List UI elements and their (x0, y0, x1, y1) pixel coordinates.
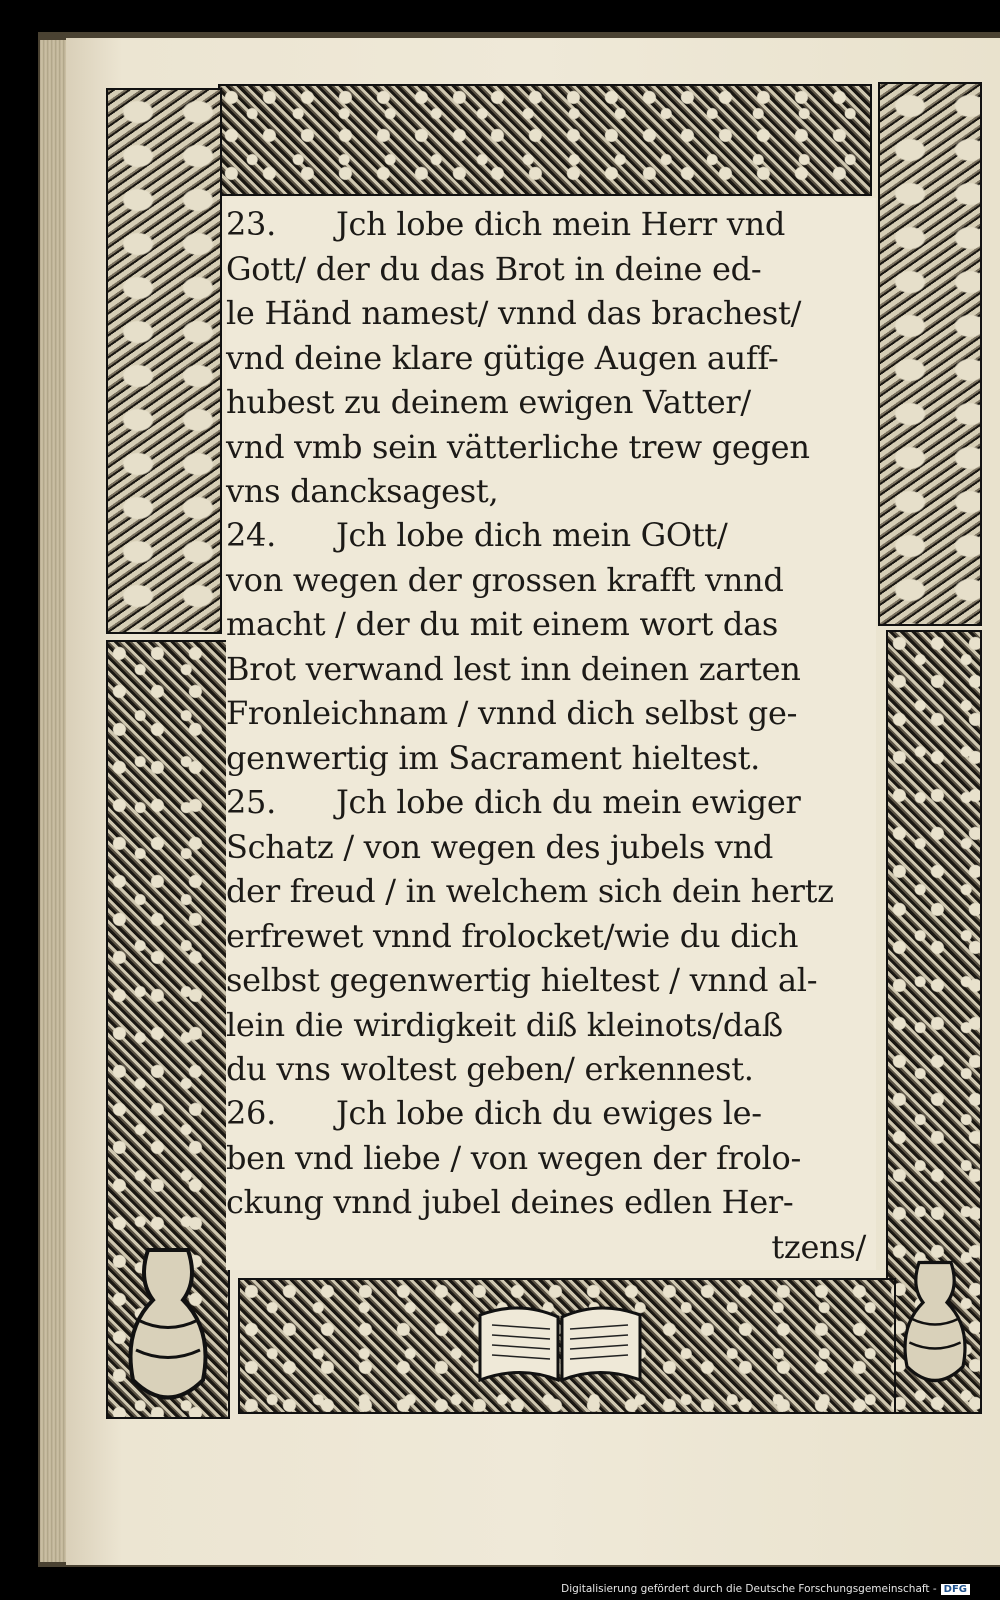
verse-line: lein die wirdigkeit diß kleinots/daß (226, 1005, 783, 1044)
verse-line: Brot verwand lest inn deinen zarten (226, 649, 801, 688)
verse-line: Fronleichnam / vnnd dich selbst ge- (226, 694, 798, 732)
verse-line: le Händ namest/ vnnd das brachest/ (226, 294, 802, 332)
verse-line: von wegen der grossen krafft vnnd (226, 560, 784, 599)
verse-line: vns dancksagest, (226, 472, 499, 510)
catchword: tzens/ (771, 1227, 866, 1266)
credit-text: Digitalisierung gefördert durch die Deutsche Forschungsgemeinschaft - (561, 1583, 937, 1595)
text-block (226, 198, 876, 1270)
verse-line: erfrewet vnnd frolocket/wie du dich (226, 916, 799, 955)
verse-line: selbst gegenwertig hieltest / vnnd al- (226, 961, 818, 999)
dfg-logo: DFG (941, 1584, 970, 1595)
verse-24 (226, 513, 876, 780)
verse-line: ben vnd liebe / von wegen der frolo- (226, 1138, 801, 1177)
verse-26 (226, 1091, 876, 1269)
left-figure-column (106, 88, 222, 634)
verse-line: du vns woltest geben/ erkennest. (226, 1050, 754, 1088)
verse-line: Schatz / von wegen des jubels vnd (226, 827, 774, 866)
verse-line: vnd vmb sein vätterliche trew gegen (226, 427, 810, 466)
verse-number: 24. (226, 516, 276, 554)
verse-line: 24. Jch lobe dich mein GOtt/ (226, 513, 876, 558)
verse-line: ckung vnnd jubel deines edlen Her- (226, 1183, 794, 1221)
right-vase-ornament (895, 1240, 975, 1405)
verse-line: macht / der du mit einem wort das (226, 605, 779, 643)
verse-23 (226, 202, 876, 514)
verse-line: genwertig im Sacrament hieltest. (226, 738, 761, 777)
verse-line: 26. Jch lobe dich du ewiges le- (226, 1091, 876, 1136)
verse-number: 23. (226, 205, 276, 243)
right-figure-column (878, 82, 982, 626)
verse-number: 25. (226, 783, 276, 821)
verse-line: vnd deine klare gütige Augen auff- (226, 338, 779, 377)
left-vase-ornament (118, 1240, 218, 1410)
verse-line: 23. Jch lobe dich mein Herr vnd (226, 202, 876, 247)
verse-line: der freud / in welchem sich dein hertz (226, 872, 834, 910)
verse-line: hubest zu deinem ewigen Vatter/ (226, 383, 751, 421)
verse-25 (226, 780, 876, 1092)
digitization-credit (561, 1583, 970, 1595)
open-book-icon (470, 1295, 650, 1390)
top-ornament-border (218, 84, 872, 196)
verse-number: 26. (226, 1094, 276, 1132)
verse-line: 25. Jch lobe dich du mein ewiger (226, 780, 876, 825)
verse-line: Gott/ der du das Brot in deine ed- (226, 249, 762, 288)
